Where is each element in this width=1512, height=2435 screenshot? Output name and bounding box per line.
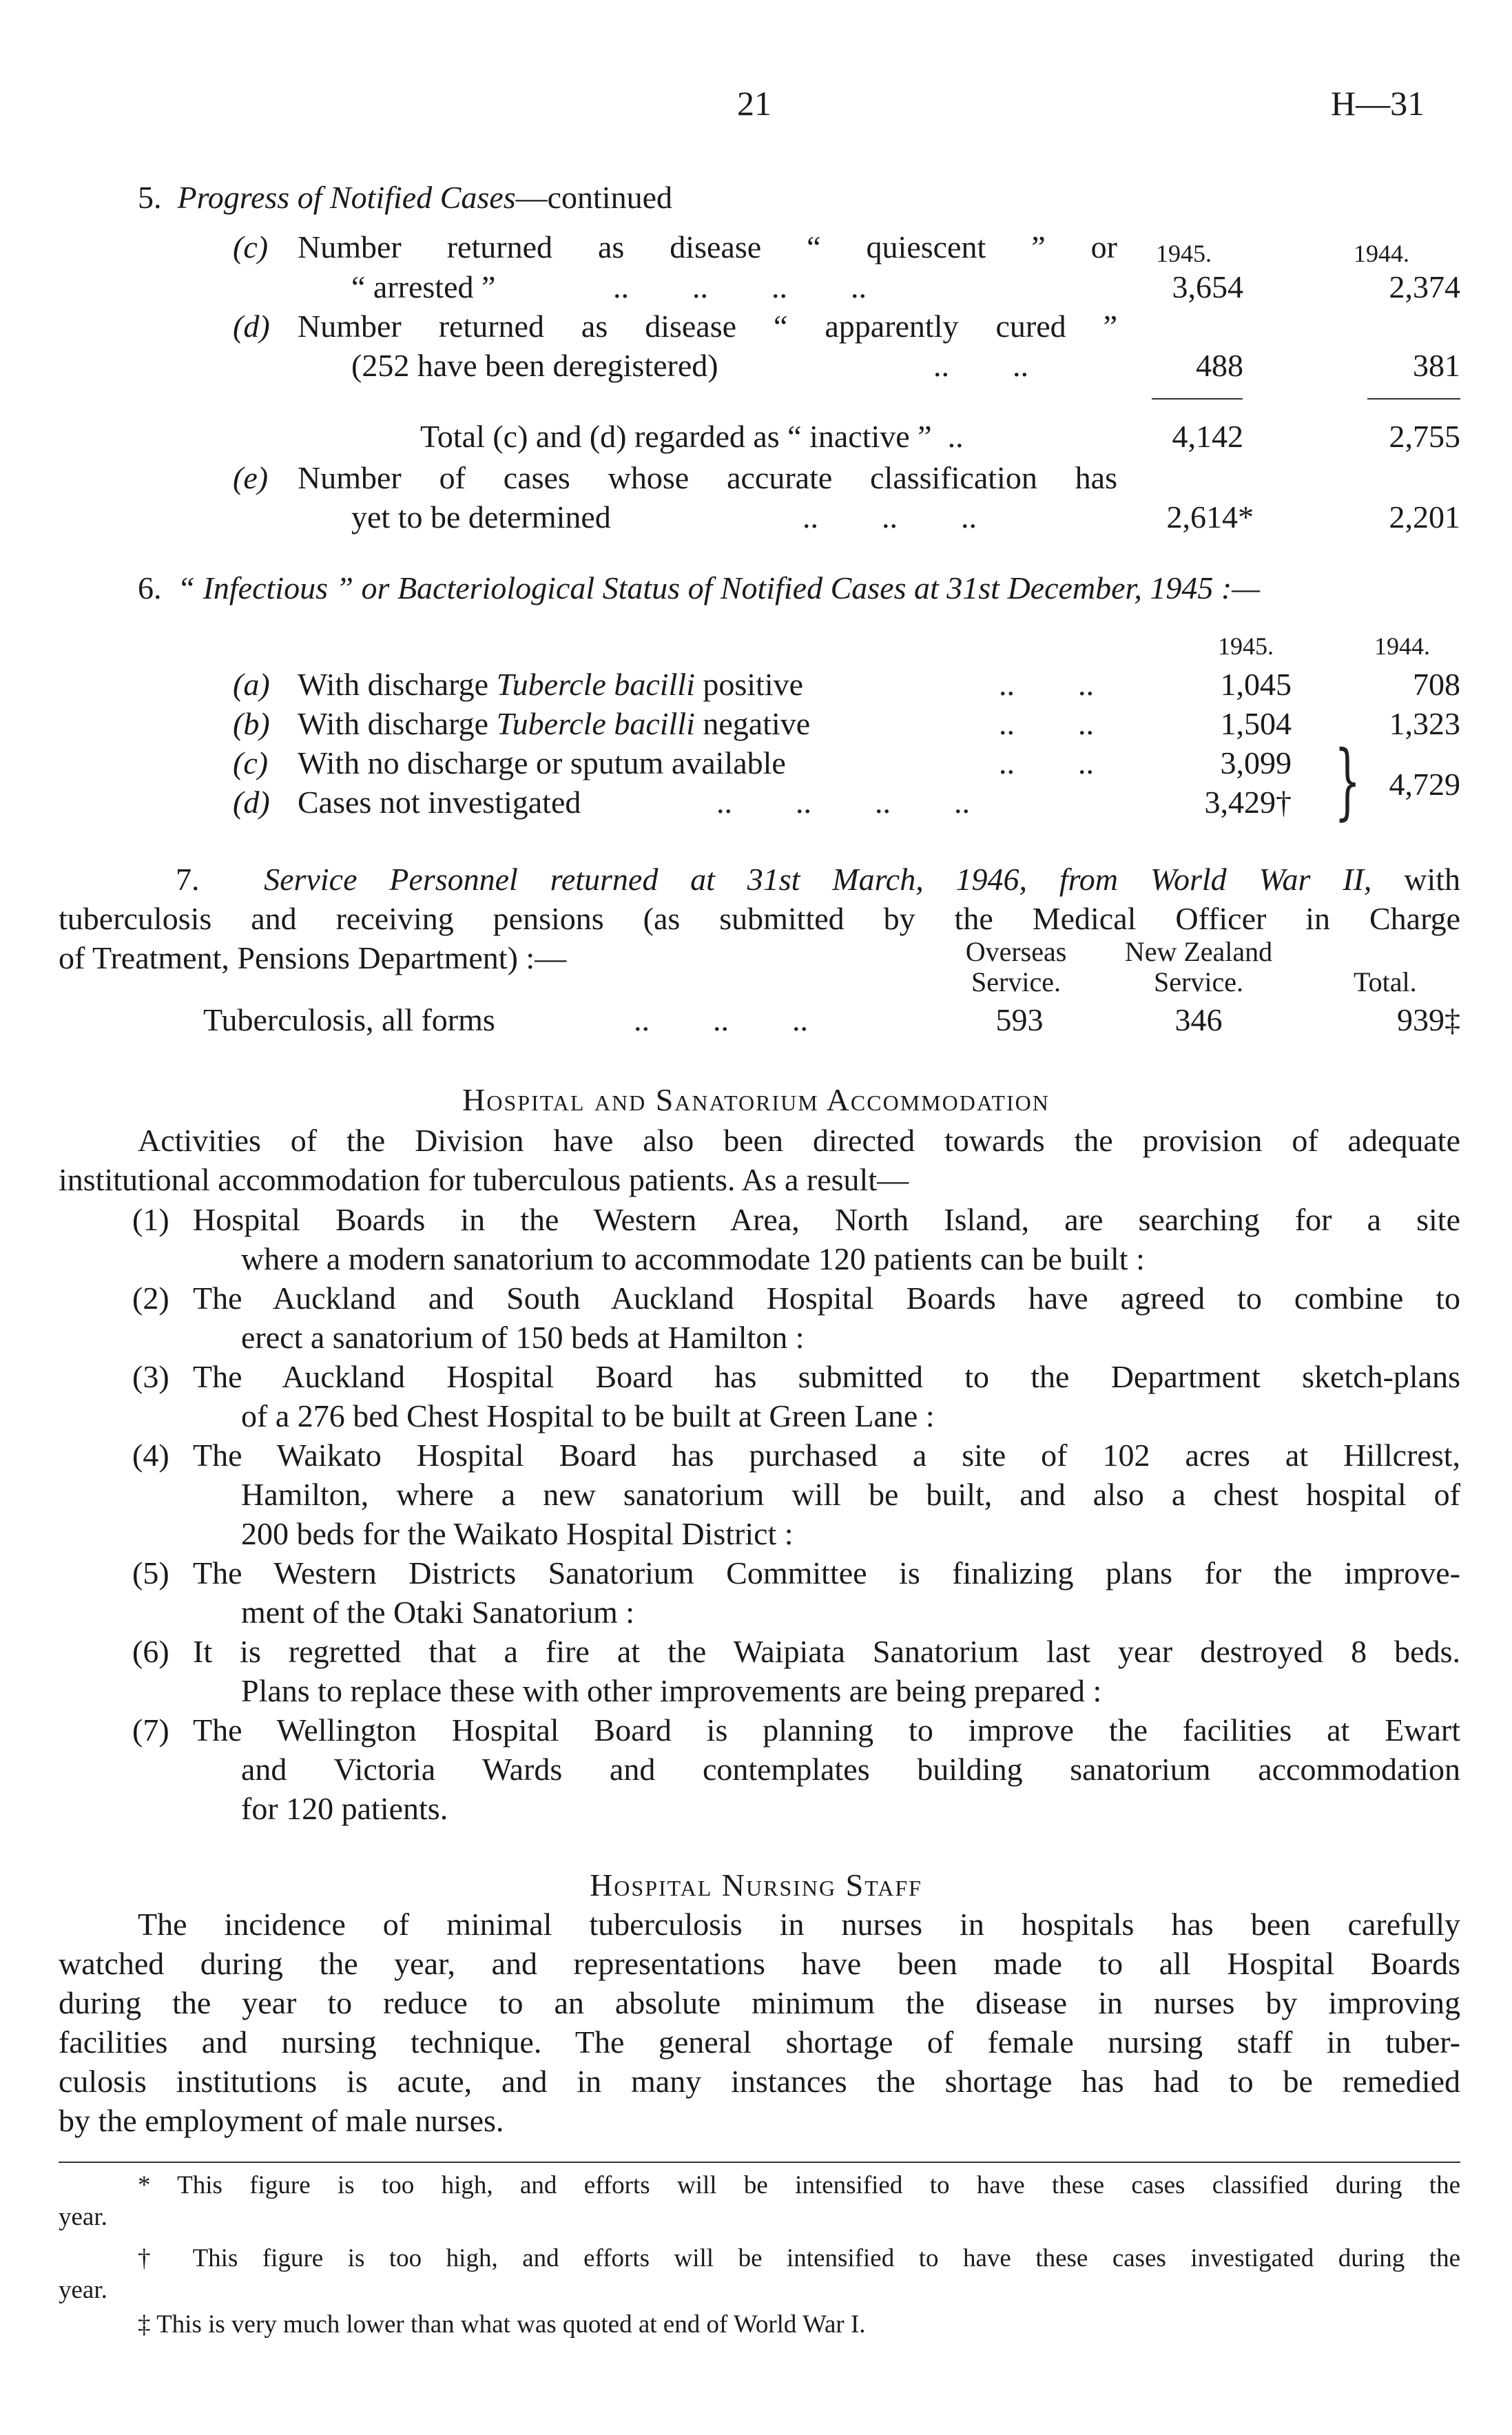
- row-c-label: (c): [233, 229, 269, 265]
- list-item-line: Hamilton, where a new sanatorium will be built, and also a chest hospital of: [241, 1477, 1460, 1512]
- accommodation-heading: Hospital and Sanatorium Accommodation: [462, 1082, 1050, 1117]
- status-row-leader: .. ..: [999, 745, 1094, 780]
- status-row-leader: .. ..: [999, 667, 1094, 702]
- list-item-line: The Waikato Hospital Board has purchased a site of 102 acres at Hillcrest,: [193, 1438, 1460, 1473]
- list-item-line: where a modern sanatorium to accommodate 120 patients can be built :: [241, 1241, 1145, 1276]
- list-item-line: It is regretted that a fire at the Waipiata Sanatorium last year destroyed 8 beds.: [193, 1634, 1460, 1669]
- row-e-1945: 2,614*: [1166, 499, 1254, 535]
- section-number: 5.: [138, 180, 162, 215]
- row-e-1944: 2,201: [1389, 499, 1460, 535]
- list-item-number: (3): [132, 1359, 169, 1394]
- status-row-label: (d): [233, 785, 270, 820]
- document-reference: H—31: [1331, 84, 1425, 123]
- list-item-line: The Auckland and South Auckland Hospital Boards have agreed to combine to: [193, 1281, 1460, 1316]
- status-row-1945: 3,099: [1220, 745, 1292, 780]
- row-d-1944: 381: [1413, 348, 1460, 383]
- status-row-text: Cases not investigated: [298, 785, 581, 820]
- row-c-line2: “ arrested ” .. .. .. ..: [351, 269, 867, 304]
- accommodation-intro-1: Activities of the Division have also been directed towards the provision of adequate: [138, 1123, 1460, 1158]
- status-row-leader: .. ..: [999, 706, 1094, 741]
- col-nz-1: New Zealand: [1124, 936, 1273, 967]
- s6-combined-1944: 4,729: [1389, 767, 1460, 802]
- col-overseas-1: Overseas: [965, 936, 1067, 967]
- row-e-line1: Number of cases whose accurate classification has: [298, 460, 1117, 495]
- list-item-line: The Auckland Hospital Board has submitted to the Department sketch-plans: [193, 1359, 1460, 1394]
- status-row-label: (b): [233, 706, 270, 741]
- section-5-heading: [138, 178, 672, 217]
- col-total: Total.: [1354, 966, 1417, 997]
- status-row-1944: 1,323: [1389, 706, 1460, 741]
- section-7-line2: tuberculosis and receiving pensions (as submitted by the Medical Officer in Charge: [59, 901, 1460, 936]
- section-6-heading: 6. “ Infectious ” or Bacteriological Status of Notified Cases at 31st December, 1945 :—: [138, 570, 1261, 605]
- footnote-continuation: year.: [59, 2276, 107, 2304]
- col-overseas-2: Service.: [971, 966, 1061, 997]
- row-e-line2: yet to be determined .. .. ..: [351, 499, 977, 535]
- pension-nz: 346: [1174, 1002, 1223, 1037]
- list-item-line: of a 276 bed Chest Hospital to be built at Green Lane :: [241, 1398, 935, 1433]
- s6-col-1944-label: 1944.: [1374, 632, 1430, 660]
- status-row-text: With discharge Tubercle bacilli negative: [298, 706, 811, 741]
- list-item-line: 200 beds for the Waikato Hospital District :: [241, 1516, 794, 1551]
- status-row-1945: 1,504: [1220, 706, 1292, 741]
- row-d-label: (d): [233, 309, 270, 344]
- footnote-continuation: year.: [59, 2203, 107, 2231]
- status-row-text: With discharge Tubercle bacilli positive: [298, 667, 804, 702]
- page-number: 21: [737, 84, 771, 123]
- list-item-line: Plans to replace these with other improvements are being prepared :: [241, 1673, 1102, 1708]
- section-title-suffix: —continued: [515, 180, 673, 215]
- list-item-line: The Western Districts Sanatorium Committee is finalizing plans for the improve-: [193, 1555, 1460, 1590]
- col-1944-label: 1944.: [1354, 240, 1409, 267]
- footnote-line: * This figure is too high, and efforts will be intensified to have these cases classified during the: [138, 2171, 1460, 2199]
- list-item-number: (5): [132, 1555, 169, 1590]
- footnote-line: † This figure is too high, and efforts will be intensified to have these cases investigated during the: [138, 2244, 1460, 2272]
- nursing-heading: Hospital Nursing Staff: [590, 1867, 922, 1903]
- right-brace: }: [1334, 734, 1361, 829]
- list-item-number: (1): [132, 1202, 169, 1237]
- status-row-1945: 3,429†: [1204, 785, 1292, 820]
- list-item-number: (7): [132, 1712, 169, 1748]
- s6-col-1945-label: 1945.: [1218, 632, 1274, 660]
- status-row-label: (a): [233, 667, 270, 702]
- paragraph-line: The incidence of minimal tuberculosis in nurses in hospitals has been carefully: [138, 1907, 1460, 1942]
- list-item-line: and Victoria Wards and contemplates building sanatorium accommodation: [241, 1752, 1460, 1787]
- total-line: Total (c) and (d) regarded as “ inactive ” ..: [420, 419, 964, 454]
- list-item-line: for 120 patients.: [241, 1791, 448, 1826]
- col-nz-2: Service.: [1154, 966, 1243, 997]
- status-row-1944: 708: [1413, 667, 1460, 702]
- section-7-line3: of Treatment, Pensions Department) :—: [59, 940, 567, 975]
- list-item-number: (2): [132, 1281, 169, 1316]
- section-7-line1: 7. Service Personnel returned at 31st March, 1946, from World War II, with: [176, 862, 1461, 897]
- col-1945-label: 1945.: [1156, 240, 1212, 267]
- section-title: Progress of Notified Cases: [177, 180, 516, 215]
- list-item-line: ment of the Otaki Sanatorium :: [241, 1595, 635, 1630]
- subtotal-rule-1945: [1152, 398, 1243, 400]
- paragraph-line: culosis institutions is acute, and in many instances the shortage has had to be remedied: [59, 2064, 1460, 2099]
- list-item-line: The Wellington Hospital Board is planning to improve the facilities at Ewart: [193, 1712, 1460, 1748]
- total-1944: 2,755: [1389, 419, 1460, 454]
- list-item-number: (4): [132, 1438, 169, 1473]
- row-c-1945: 3,654: [1172, 269, 1243, 304]
- status-row-leader: .. .. .. ..: [716, 785, 970, 820]
- status-row-text: With no discharge or sputum available: [298, 745, 786, 780]
- footnote-rule: [59, 2162, 1460, 2163]
- row-d-line2: (252 have been deregistered) .. ..: [351, 348, 1028, 383]
- list-item-line: erect a sanatorium of 150 beds at Hamilton :: [241, 1320, 805, 1355]
- status-row-1945: 1,045: [1220, 667, 1292, 702]
- list-item-number: (6): [132, 1634, 169, 1669]
- pension-row-label: Tuberculosis, all forms .. .. ..: [203, 1002, 808, 1037]
- accommodation-intro-2: institutional accommodation for tuberculous patients. As a result—: [59, 1162, 909, 1197]
- row-e-label: (e): [233, 460, 269, 495]
- paragraph-line: watched during the year, and representations have been made to all Hospital Boards: [59, 1946, 1460, 1981]
- total-1945: 4,142: [1172, 419, 1243, 454]
- status-row-label: (c): [233, 745, 269, 780]
- paragraph-line: facilities and nursing technique. The general shortage of female nursing staff in tuber-: [59, 2024, 1460, 2060]
- row-c-1944: 2,374: [1389, 269, 1460, 304]
- footnote-line: ‡ This is very much lower than what was quoted at end of World War I.: [138, 2310, 866, 2339]
- list-item-line: Hospital Boards in the Western Area, North Island, are searching for a site: [193, 1202, 1460, 1237]
- row-d-1945: 488: [1196, 348, 1243, 383]
- paragraph-line: during the year to reduce to an absolute minimum the disease in nurses by improving: [59, 1985, 1460, 2020]
- subtotal-rule-1944: [1367, 398, 1460, 400]
- paragraph-line: by the employment of male nurses.: [59, 2103, 504, 2138]
- row-d-line1: Number returned as disease “ apparently cured ”: [298, 309, 1117, 344]
- pension-total: 939‡: [1397, 1002, 1460, 1037]
- row-c-line1: Number returned as disease “ quiescent ” or: [298, 229, 1117, 265]
- pension-overseas: 593: [995, 1002, 1044, 1037]
